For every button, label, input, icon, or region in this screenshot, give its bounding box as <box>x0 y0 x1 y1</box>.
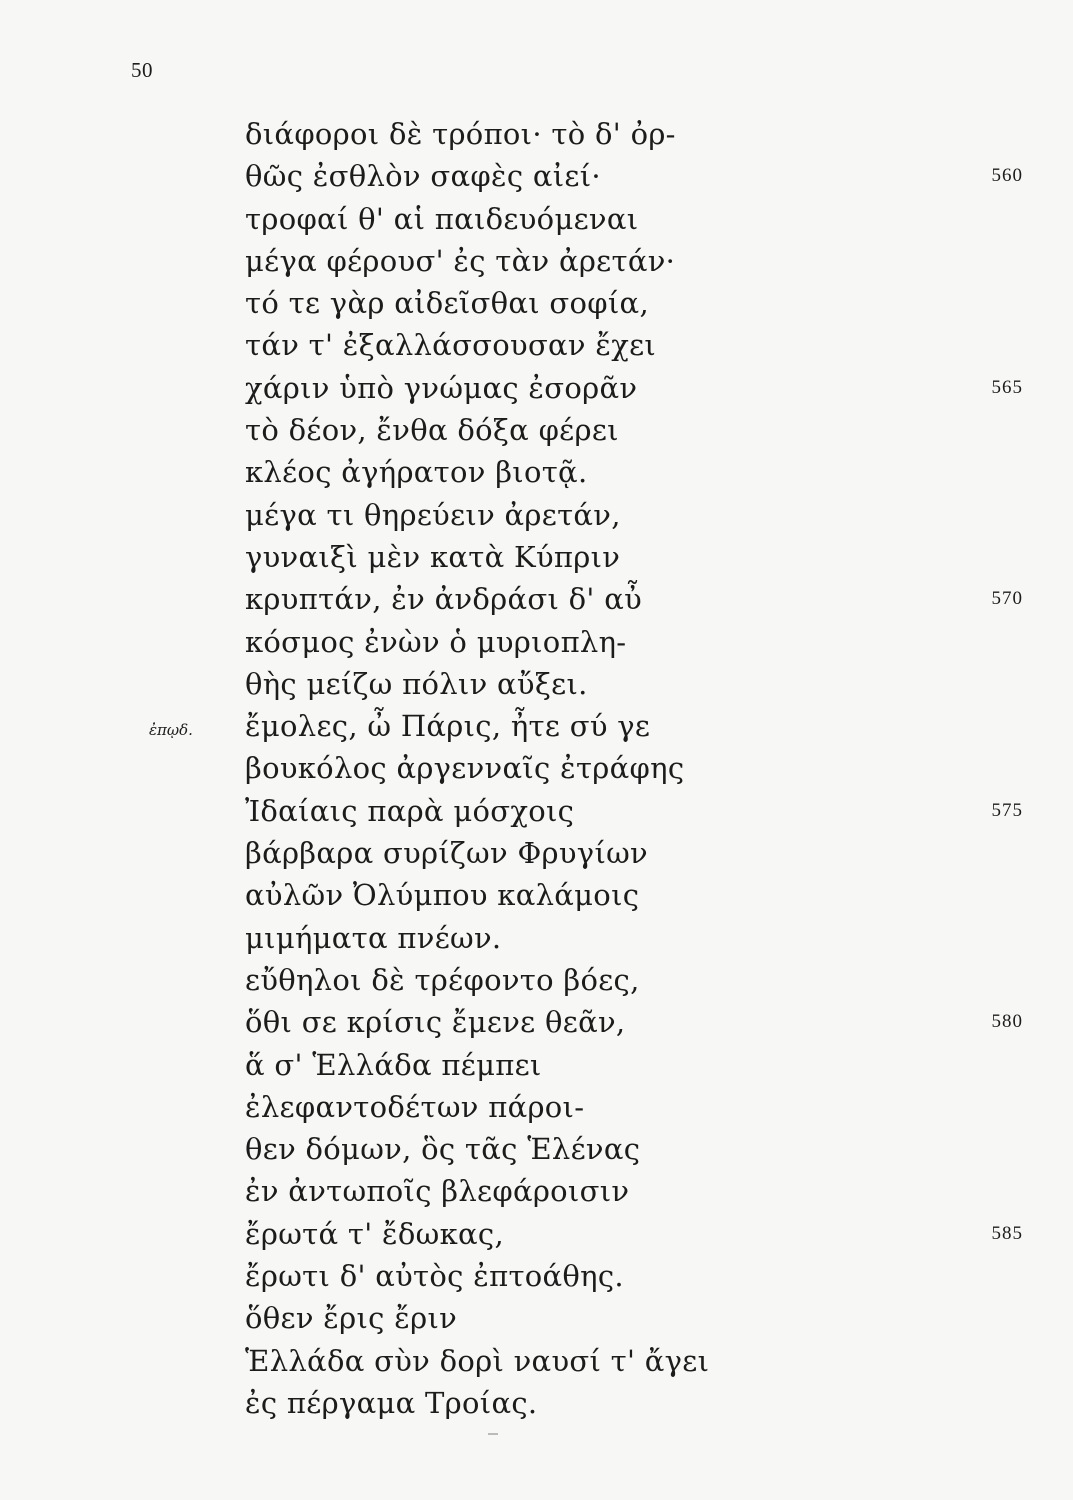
verse-text: αὐλῶν Ὀλύμπου καλάμοις <box>245 878 640 913</box>
verse-text: διάφοροι δὲ τρόποι· τὸ δ' ὀρ- <box>245 117 676 151</box>
line-number: 575 <box>991 799 1023 821</box>
verse-line <box>0 282 1073 324</box>
verse-line <box>0 324 1073 366</box>
line-number: 580 <box>991 1011 1023 1033</box>
verse-line <box>0 1044 1073 1086</box>
verse-line <box>0 409 1073 451</box>
verse-line <box>0 1128 1073 1170</box>
verse-text: μιμήματα πνέων. <box>245 920 502 955</box>
verse-text: Ἰδαίαις παρὰ μόσχοις <box>245 793 575 828</box>
verse-text: τάν τ' ἐξαλλάσσουσαν ἔχει <box>245 328 657 363</box>
line-number: 560 <box>991 165 1023 187</box>
line-number: 570 <box>991 588 1023 610</box>
verse-text: ἐς πέργαμα Τροίας. <box>245 1385 538 1420</box>
verse-text: ἐν ἀντωποῖς βλεφάροισιν <box>245 1174 630 1209</box>
verse-text: κρυπτάν, ἐν ἀνδράσι δ' αὖ <box>245 582 643 617</box>
verse-text: εὔθηλοι δὲ τρέφοντο βόες, <box>245 962 640 997</box>
verse-line <box>0 1170 1073 1212</box>
verse-line <box>0 155 1073 197</box>
verse-text: βάρβαρα συρίζων Φρυγίων <box>245 836 648 871</box>
verse-line <box>0 1213 1073 1255</box>
verse-line <box>0 1382 1073 1424</box>
page-number: 50 <box>131 58 153 82</box>
verse-line <box>0 1297 1073 1339</box>
verse-text: ἔρωτά τ' ἔδωκας, <box>245 1216 504 1251</box>
verse-text: θεν δόμων, ὃς τᾶς Ἑλένας <box>245 1132 641 1167</box>
verse-text: Ἑλλάδα σὺν δορὶ ναυσί τ' ἄγει <box>245 1343 710 1378</box>
verse-line <box>0 917 1073 959</box>
verse-text: μέγα τι θηρεύειν ἀρετάν, <box>245 497 621 532</box>
verse-text: τὸ δέον, ἔνθα δόξα φέρει <box>245 413 619 448</box>
verse-line <box>0 832 1073 874</box>
verse-text: τό τε γὰρ αἰδεῖσθαι σοφία, <box>245 286 649 321</box>
verse-text: θῶς ἐσθλὸν σαφὲς αἰεί· <box>245 159 601 194</box>
verse-text: ἅ σ' Ἑλλάδα πέμπει <box>245 1047 542 1082</box>
verse-block <box>0 113 1073 1424</box>
page-mark <box>488 1433 498 1435</box>
verse-line <box>0 198 1073 240</box>
verse-line <box>0 663 1073 705</box>
section-label: ἐπῳδ. <box>149 721 193 740</box>
verse-text: γυναιξὶ μὲν κατὰ Κύπριν <box>245 539 621 574</box>
line-number: 585 <box>991 1222 1023 1244</box>
verse-text: ἐλεφαντοδέτων πάροι- <box>245 1089 585 1124</box>
verse-text: κόσμος ἐνὼν ὁ μυριοπλη- <box>245 624 627 659</box>
verse-text: κλέος ἀγήρατον βιοτᾷ. <box>245 455 588 490</box>
verse-line <box>0 1001 1073 1043</box>
verse-text: ὅθι σε κρίσις ἔμενε θεᾶν, <box>245 1005 626 1040</box>
verse-line <box>0 621 1073 663</box>
verse-text: μέγα φέρουσ' ἐς τὰν ἀρετάν· <box>245 243 676 278</box>
verse-line <box>0 240 1073 282</box>
verse-line <box>0 790 1073 832</box>
verse-text: τροφαί θ' αἱ παιδευόμεναι <box>245 201 639 236</box>
verse-line <box>0 1340 1073 1382</box>
verse-text: ἔμολες, ὦ Πάρις, ἦτε σύ γε <box>245 709 651 744</box>
verse-text: χάριν ὑπὸ γνώμας ἐσορᾶν <box>245 370 638 405</box>
verse-line <box>0 747 1073 789</box>
verse-text: ἔρωτι δ' αὐτὸς ἐπτοάθης. <box>245 1259 624 1294</box>
verse-line <box>0 874 1073 916</box>
verse-line <box>0 1086 1073 1128</box>
verse-line <box>0 578 1073 620</box>
line-number: 565 <box>991 376 1023 398</box>
verse-line <box>0 113 1073 155</box>
verse-line <box>0 959 1073 1001</box>
verse-line <box>0 1255 1073 1297</box>
verse-line <box>0 451 1073 493</box>
verse-line <box>0 536 1073 578</box>
verse-line <box>0 367 1073 409</box>
verse-text: ὅθεν ἔρις ἔριν <box>245 1301 458 1336</box>
verse-text: θὴς μείζω πόλιν αὔξει. <box>245 666 588 701</box>
verse-text: βουκόλος ἀργενναῖς ἐτράφης <box>245 751 685 786</box>
verse-line <box>0 705 1073 747</box>
verse-line <box>0 494 1073 536</box>
